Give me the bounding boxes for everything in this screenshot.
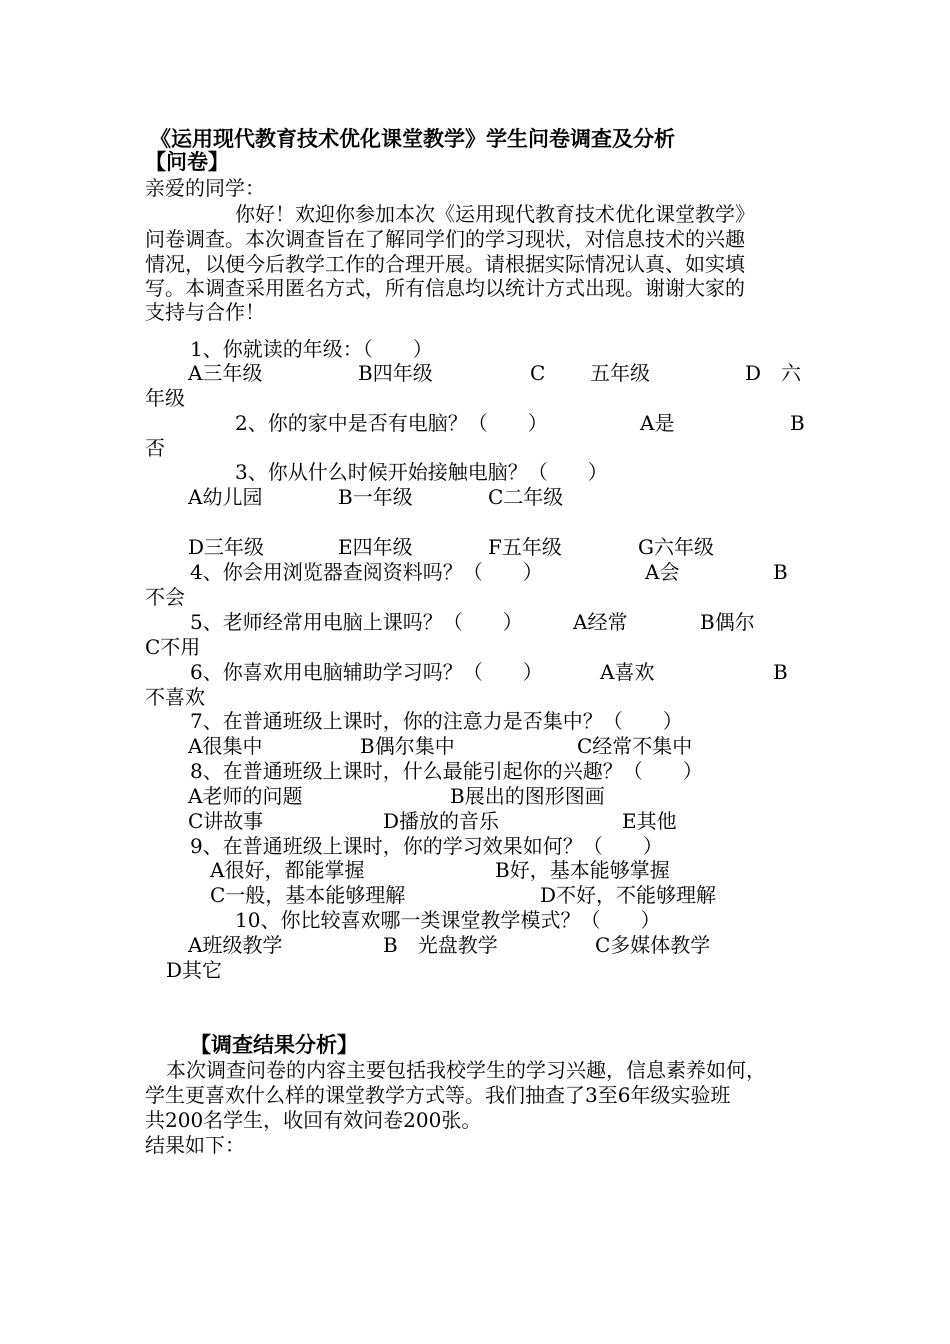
option: D不好，不能够理解 (540, 883, 717, 907)
document-title: 《运用现代教育技术优化课堂教学》学生问卷调查及分析 (150, 127, 675, 151)
option: A会 (645, 560, 680, 584)
intro-line: 你好！欢迎你参加本次《运用现代教育技术优化课堂教学》 (235, 202, 755, 226)
option: B好，基本能够掌握 (495, 858, 670, 882)
option-wrap: D其它 (166, 958, 223, 982)
option: G六年级 (638, 535, 714, 559)
question-8: 8、在普通班级上课时，什么最能引起你的兴趣？（ ） (190, 759, 703, 783)
option: 五年级 (590, 361, 650, 385)
option: F五年级 (488, 535, 562, 559)
option: A很好，都能掌握 (210, 858, 365, 882)
question-4: 4、你会用浏览器查阅资料吗？（ ） (190, 560, 543, 584)
option: C讲故事 (188, 809, 264, 833)
intro-line: 问卷调查。本次调查旨在了解同学们的学习现状，对信息技术的兴趣 (145, 227, 745, 251)
option: A老师的问题 (188, 784, 303, 808)
option: C二年级 (488, 485, 564, 509)
option: D 六 (745, 361, 802, 385)
section-heading-analysis: 【调查结果分析】 (190, 1033, 358, 1057)
option: B展出的图形图画 (450, 784, 605, 808)
greeting: 亲爱的同学： (145, 176, 265, 200)
option-wrap: 不会 (145, 585, 185, 609)
option: A班级教学 (188, 933, 283, 957)
option: B 光盘教学 (383, 933, 498, 957)
analysis-line: 共200名学生，收回有效问卷200张。 (145, 1108, 482, 1132)
intro-line: 支持与合作！ (145, 300, 265, 324)
option-wrap: 年级 (145, 386, 185, 410)
option: B一年级 (338, 485, 413, 509)
option: A经常 (573, 610, 628, 634)
question-6: 6、你喜欢用电脑辅助学习吗？（ ） (190, 660, 543, 684)
option: A是 (640, 411, 675, 435)
option-wrap: 不喜欢 (145, 685, 205, 709)
option: D三年级 (188, 535, 265, 559)
option: B偶尔集中 (360, 734, 455, 758)
question-3: 3、你从什么时候开始接触电脑？（ ） (235, 460, 608, 484)
results-label: 结果如下： (145, 1133, 245, 1157)
question-1: 1、你就读的年级：（ ） (190, 337, 433, 361)
option: B (773, 560, 788, 584)
question-2: 2、你的家中是否有电脑？（ ） (235, 411, 548, 435)
option: B偶尔 (700, 610, 755, 634)
intro-line: 情况，以便今后教学工作的合理开展。请根据实际情况认真、如实填 (145, 252, 745, 276)
option: E四年级 (338, 535, 413, 559)
option: C (530, 361, 546, 385)
option: D播放的音乐 (383, 809, 500, 833)
option-wrap: 否 (145, 436, 165, 460)
option: C多媒体教学 (595, 933, 711, 957)
question-10: 10、你比较喜欢哪一类课堂教学模式？（ ） (235, 908, 661, 932)
section-heading-questionnaire: 【问卷】 (145, 150, 229, 174)
option: C一般，基本能够理解 (210, 883, 406, 907)
option: A喜欢 (600, 660, 655, 684)
option: C经常不集中 (577, 734, 693, 758)
analysis-line: 学生更喜欢什么样的课堂教学方式等。我们抽查了3至6年级实验班 (145, 1083, 731, 1107)
option: A很集中 (188, 734, 263, 758)
option: B (790, 411, 805, 435)
question-7: 7、在普通班级上课时，你的注意力是否集中？（ ） (190, 709, 683, 733)
option: B (773, 660, 788, 684)
intro-line: 写。本调查采用匿名方式，所有信息均以统计方式出现。谢谢大家的 (145, 276, 745, 300)
question-9: 9、在普通班级上课时，你的学习效果如何？（ ） (190, 834, 663, 858)
option: E其他 (622, 809, 677, 833)
analysis-line: 本次调查问卷的内容主要包括我校学生的学习兴趣，信息素养如何， (166, 1058, 766, 1082)
option: B四年级 (358, 361, 433, 385)
option: A幼儿园 (188, 485, 263, 509)
option-wrap: C不用 (145, 635, 201, 659)
question-5: 5、老师经常用电脑上课吗？（ ） (190, 610, 523, 634)
option: A三年级 (188, 361, 263, 385)
